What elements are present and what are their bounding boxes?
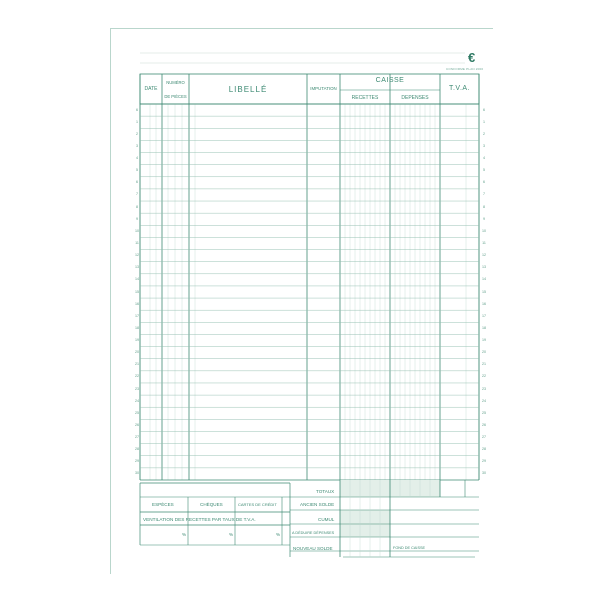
row-number-left: 8 [136, 204, 138, 209]
row-number-left: 29 [135, 459, 139, 464]
totaux-depenses-shade [390, 480, 440, 497]
row-number-left: 25 [135, 410, 139, 415]
header-depenses: DEPENSES [401, 95, 429, 101]
row-number-right: 23 [482, 386, 486, 391]
totaux-recettes-shade [340, 480, 390, 497]
row-number-right: 6 [483, 107, 485, 112]
row-number-right: 15 [482, 289, 486, 294]
row-number-right: 13 [482, 265, 486, 270]
label-nouveau-solde: NOUVEAU SOLDE [293, 546, 333, 551]
row-number-left: 9 [136, 216, 138, 221]
row-number-left: 5 [136, 168, 138, 173]
row-number-right: 24 [482, 398, 486, 403]
cumul-shade [340, 510, 390, 537]
row-number-right: 26 [482, 422, 486, 427]
label-fond-de-caisse: FOND DE CAISSE [393, 546, 426, 550]
row-number-right: 20 [482, 350, 486, 355]
row-number-left: 28 [135, 447, 139, 452]
label-especes: ESPÈCES [152, 502, 174, 507]
row-number-right: 21 [482, 362, 486, 367]
euro-logo: € [468, 50, 476, 65]
row-number-left: 23 [135, 386, 139, 391]
row-number-left: 14 [135, 277, 139, 282]
pct-3: % [276, 532, 281, 537]
row-number-left: 15 [135, 289, 139, 294]
row-number-right: 2 [483, 131, 485, 136]
row-number-right: 6 [483, 180, 485, 185]
row-number-left: 4 [136, 156, 138, 161]
header-libelle: LIBELLÉ [228, 85, 268, 94]
row-number-left: 17 [135, 313, 139, 318]
row-number-left: 24 [135, 398, 139, 403]
row-number-right: 8 [483, 204, 485, 209]
row-number-right: 11 [482, 240, 486, 245]
row-number-left: 18 [135, 325, 139, 330]
row-number-left: 1 [136, 119, 138, 124]
row-number-right: 28 [482, 447, 486, 452]
row-number-left: 10 [135, 228, 139, 233]
row-number-left: 16 [135, 301, 139, 306]
row-number-left: 7 [136, 192, 138, 197]
label-totaux: TOTAUX [316, 489, 335, 494]
label-ancien-solde: ANCIEN SOLDE [300, 502, 335, 507]
label-a-deduire: A DÉDUIRE DÉPENSES [292, 531, 335, 535]
row-number-right: 30 [482, 471, 486, 476]
header-tva: T.V.A. [448, 85, 471, 92]
header-caisse: CAISSE [375, 77, 405, 84]
row-number-right: 18 [482, 325, 486, 330]
label-cumul: CUMUL [318, 517, 335, 522]
row-number-right: 1 [483, 119, 485, 124]
header-pieces: DE PIÈCES [164, 94, 187, 99]
row-number-right: 4 [483, 156, 485, 161]
label-cartes: CARTES DE CRÉDIT [238, 502, 277, 507]
row-number-left: 26 [135, 422, 139, 427]
header-date: DATE [144, 86, 158, 92]
header-imputation: IMPUTATION [310, 86, 337, 91]
row-number-right: 7 [483, 192, 485, 197]
row-number-left: 20 [135, 350, 139, 355]
row-number-right: 16 [482, 301, 486, 306]
pct-2: % [229, 532, 234, 537]
row-number-left: 12 [135, 253, 139, 258]
row-number-right: 29 [482, 459, 486, 464]
pct-1: % [182, 532, 187, 537]
row-number-right: 27 [482, 435, 486, 440]
row-number-left: 6 [136, 180, 138, 185]
row-number-left: 13 [135, 265, 139, 270]
row-number-left: 11 [135, 240, 139, 245]
row-number-right: 10 [482, 228, 486, 233]
row-number-right: 17 [482, 313, 486, 318]
row-number-right: 14 [482, 277, 486, 282]
row-number-right: 3 [483, 143, 485, 148]
row-number-left: 2 [136, 131, 138, 136]
row-number-right: 5 [483, 168, 485, 173]
row-number-left: 27 [135, 435, 139, 440]
label-cheques: CHÈQUES [200, 502, 223, 507]
row-number-left: 19 [135, 338, 139, 343]
row-number-right: 25 [482, 410, 486, 415]
row-number-left: 3 [136, 143, 138, 148]
row-number-left: 30 [135, 471, 139, 476]
row-number-right: 12 [482, 253, 486, 258]
label-ventilation: VENTILATION DES RECETTES PAR TAUX DE T.V.A. [143, 517, 256, 522]
row-number-right: 19 [482, 338, 486, 343]
euro-caption: CONFORME PLAN 2000 [446, 67, 484, 71]
row-number-left: 21 [135, 362, 139, 367]
header-numero: NUMÉRO [166, 80, 185, 85]
row-number-left: 22 [135, 374, 139, 379]
header-recettes: RECETTES [351, 95, 379, 101]
row-number-right: 22 [482, 374, 486, 379]
row-number-right: 9 [483, 216, 485, 221]
row-number-left: 6 [136, 107, 138, 112]
